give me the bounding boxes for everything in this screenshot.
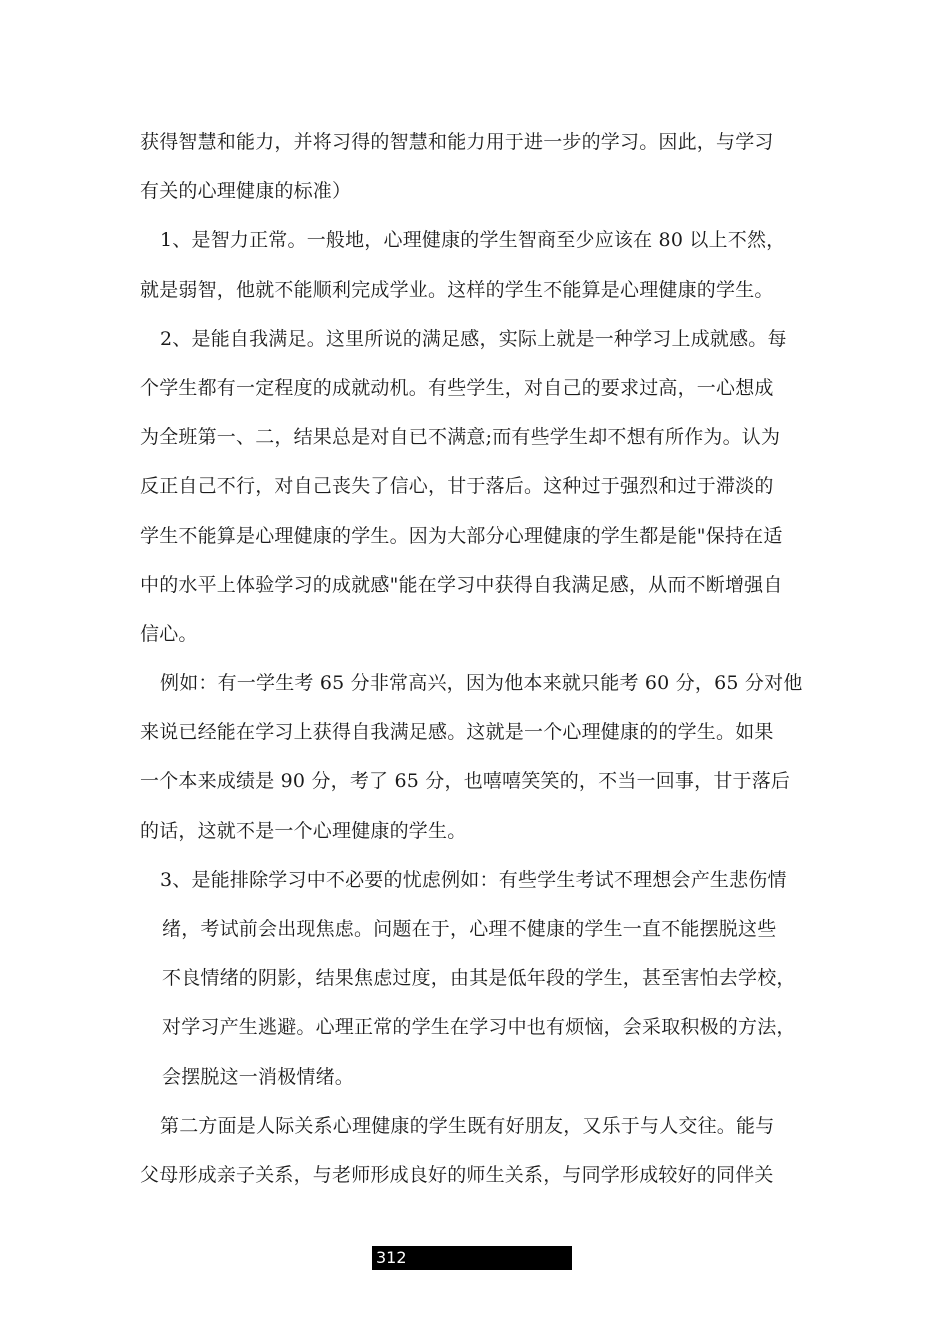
text-line: 来说已经能在学习上获得自我满足感。这就是一个心理健康的的学生。如果 [140, 721, 774, 744]
page-number-bar [372, 1246, 572, 1270]
text-line: 反正自己不行，对自己丧失了信心，甘于落后。这种过于强烈和过于滞淡的 [140, 475, 774, 498]
text-line: 的话，这就不是一个心理健康的学生。 [140, 819, 467, 842]
text-line: 个学生都有一定程度的成就动机。有些学生，对自己的要求过高，一心想成 [140, 376, 774, 399]
body-text [140, 122, 830, 1204]
text-line: 信心。 [140, 622, 198, 645]
text-line: 中的水平上体验学习的成就感"能在学习中获得自我满足感，从而不断增强自 [140, 573, 783, 596]
text-line: 第二方面是人际关系心理健康的学生既有好朋友，又乐于与人交往。能与 [160, 1114, 775, 1137]
text-line: 绪，考试前会出现焦虑。问题在于，心理不健康的学生一直不能摆脱这些 [162, 918, 777, 940]
text-line: 为全班第一、二，结果总是对自已不满意;而有些学生却不想有所作为。认为 [140, 426, 781, 449]
text-line: 例如：有一学生考 65 分非常高兴，因为他本来就只能考 60 分，65 分对他 [160, 672, 803, 695]
text-line: 父母形成亲子关系，与老师形成良好的师生关系，与同学形成较好的同伴关 [140, 1163, 774, 1186]
text-line: 会摆脱这一消极情绪。 [162, 1065, 355, 1088]
text-line: 一个本来成绩是 90 分，考了 65 分，也嘻嘻笑笑的，不当一回事，甘于落后 [140, 770, 791, 793]
text-line: 就是弱智，他就不能顺利完成学业。这样的学生不能算是心理健康的学生。 [140, 278, 774, 301]
page-number: 312 [376, 1248, 407, 1267]
text-line: 3、是能排除学习中不必要的忧虑例如：有些学生考试不理想会产生悲伤情 [160, 868, 787, 891]
text-line: 学生不能算是心理健康的学生。因为大部分心理健康的学生都是能"保持在适 [140, 524, 783, 547]
text-line: 获得智慧和能力，并将习得的智慧和能力用于进一步的学习。因此，与学习 [140, 131, 774, 153]
text-line: 对学习产生逃避。心理正常的学生在学习中也有烦恼，会采取积极的方法， [162, 1016, 796, 1039]
text-line: 2、是能自我满足。这里所说的满足感，实际上就是一种学习上成就感。每 [160, 327, 787, 350]
text-line: 1、是智力正常。一般地，心理健康的学生智商至少应该在 80 以上不然， [160, 229, 786, 252]
text-line: 不良情绪的阴影，结果焦虑过度，由其是低年段的学生，甚至害怕去学校， [162, 967, 796, 990]
text-line: 有关的心理健康的标准） [140, 180, 352, 203]
